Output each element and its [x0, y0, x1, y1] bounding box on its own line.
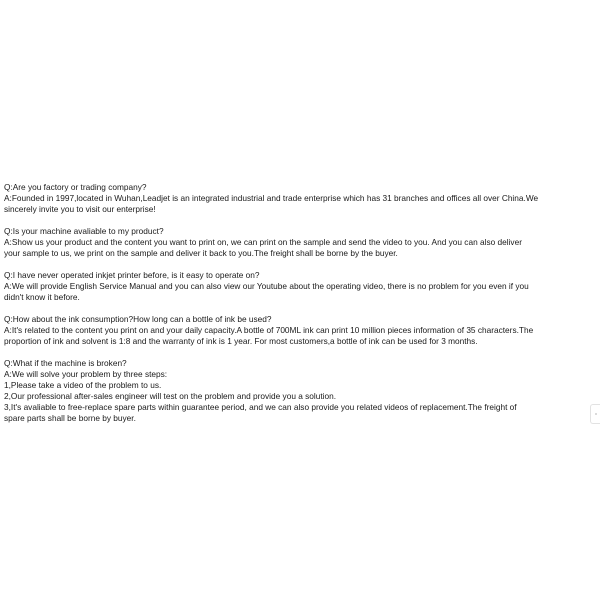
answer-text: A:It's related to the content you print on and your daily capacity.A bottle of 700ML ink can print 10 million pieces information of 35 characters.The [4, 325, 534, 335]
faq-item [4, 358, 600, 424]
answer-text: A:We will provide English Service Manual and you can also view our Youtube about the operating video, there is no problem for you even if you [4, 281, 529, 291]
answer-text: sincerely invite you to visit our enterprise! [4, 204, 156, 214]
faq-item [4, 270, 600, 303]
side-tab-icon[interactable] [590, 404, 600, 424]
spacer [4, 303, 600, 314]
faq-section [4, 182, 600, 424]
spacer [4, 215, 600, 226]
answer-text: A:Founded in 1997,located in Wuhan,Leadjet is an integrated industrial and trade enterprise which has 31 branches and offices all over China.We [4, 193, 539, 203]
question-text: Q:Are you factory or trading company? [4, 182, 147, 192]
answer-text: A:Show us your product and the content you want to print on, we can print on the sample and send the video to you. And you can also deliver [4, 237, 522, 247]
answer-step: spare parts shall be borne by buyer. [4, 413, 136, 423]
question-text: Q:Is your machine avaliable to my product? [4, 226, 164, 236]
answer-step: 3,It's avaliable to free-replace spare parts within guarantee period, and we can also provide you related videos of replacement.The freight of [4, 402, 517, 412]
answer-text: proportion of ink and solvent is 1:8 and the warranty of ink is 1 year. For most customers,a bottle of ink can be used for 3 months. [4, 336, 478, 346]
answer-text: didn't know it before. [4, 292, 80, 302]
question-text: Q:How about the ink consumption?How long can a bottle of ink be used? [4, 314, 272, 324]
spacer [4, 347, 600, 358]
answer-text: A:We will solve your problem by three steps: [4, 369, 168, 379]
question-text: Q:I have never operated inkjet printer before, is it easy to operate on? [4, 270, 260, 280]
faq-item [4, 226, 600, 259]
faq-item [4, 314, 600, 347]
answer-step: 1,Please take a video of the problem to us. [4, 380, 162, 390]
answer-text: your sample to us, we print on the sample and deliver it back to you.The freight shall be borne by the buyer. [4, 248, 398, 258]
faq-item [4, 182, 600, 215]
spacer [4, 259, 600, 270]
answer-step: 2,Our professional after-sales engineer will test on the problem and provide you a solution. [4, 391, 337, 401]
question-text: Q:What if the machine is broken? [4, 358, 127, 368]
